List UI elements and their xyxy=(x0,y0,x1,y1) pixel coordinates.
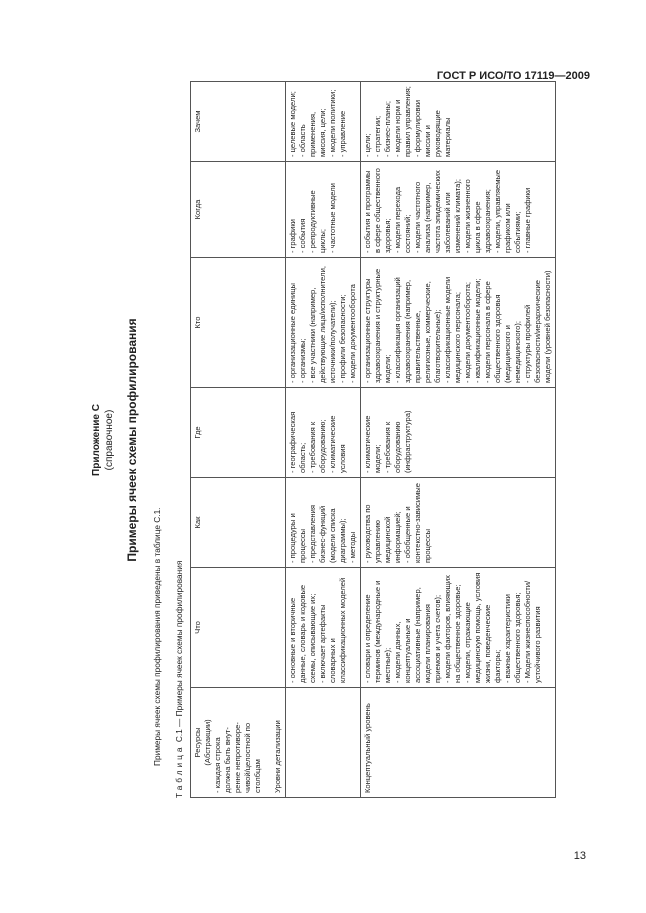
cell-item: - цели; xyxy=(363,133,372,157)
corner-line: чивой/целостной по xyxy=(243,722,252,793)
appendix-main-title: Примеры ячеек схемы профилирования xyxy=(125,318,139,562)
cell-item: - географическая область; xyxy=(288,411,307,473)
rotated-page-content xyxy=(86,60,556,820)
cell-item: - представления бизнес-функций (модели списка диаграммы); xyxy=(308,505,347,563)
cell-item: - организационные структуры здравоохранения и структурные модели; xyxy=(363,268,392,383)
header-who: Кто xyxy=(191,258,286,388)
cell-item: - модели частотного анализа (например, частота эпидемических заболеваний или изменений климата); xyxy=(413,170,462,253)
header-where: Где xyxy=(191,388,286,478)
table-header-row xyxy=(191,82,286,798)
cell-item: - организационные единицы xyxy=(288,282,297,383)
cell-what xyxy=(361,568,556,688)
cell-item: - важные характеристики общественного здоровья; xyxy=(503,592,522,683)
cell-item: - квалификационные модели; xyxy=(473,278,482,383)
row-label-empty xyxy=(286,688,361,798)
cell-who xyxy=(361,258,556,388)
corner-line: (Абстракции) xyxy=(203,719,212,766)
cell-item: - модели факторов, влияющих на общественное здоровье; xyxy=(443,575,462,683)
cell-item: - классификационные модели медицинского персонала; xyxy=(443,276,462,383)
corner-line: Ресурсы xyxy=(193,727,202,758)
cell-item: - модели данных, концептуальные и ассоциативные (например, модели планирования приемов и учета счетов); xyxy=(393,587,442,683)
cell-item: - бизнес-планы; xyxy=(383,101,392,157)
cell-item: - все участники (например, действующие лица/исполнители, источники/получатели); xyxy=(308,266,337,383)
cell-item: - модели, управляемые графиком или событиями; xyxy=(493,169,522,253)
cell-item: - управление xyxy=(338,110,347,157)
header-how: Как xyxy=(191,478,286,568)
header-what: Что xyxy=(191,568,286,688)
cell-item: - модели политики; xyxy=(328,89,337,157)
cell-item: - методы xyxy=(348,531,357,563)
cell-item: - модели перехода состояний; xyxy=(393,186,412,253)
cell-item: - события xyxy=(298,218,307,253)
cell-item: - модели персонала в сфере общественного здоровья (медицинского и немедицинского); xyxy=(483,281,522,383)
table-caption xyxy=(174,561,184,798)
cell-item: - классификация организаций здравоохранения (например, правительственные, религиозные, коммерческие, благотворительные); xyxy=(393,277,442,383)
cell-item: - климатические условия xyxy=(328,415,347,473)
corner-line: должна быть внут- xyxy=(223,727,232,793)
cell-item: - словари и определение терминов (международные и местные); xyxy=(363,580,392,683)
cell-item: - частотные модели xyxy=(328,183,337,253)
cell-how xyxy=(286,478,361,568)
cell-item: - события и программы в сфере общественного здоровья; xyxy=(363,168,392,253)
cell-item: - модели жизненного цикла в сфере здравоохранения; xyxy=(463,179,492,253)
cell-when xyxy=(286,162,361,258)
table-caption-text: С.1 — Примеры ячеек схемы профилирования xyxy=(174,560,184,743)
header-why: Зачем xyxy=(191,82,286,162)
row-label-conceptual: Концептуальный уровень xyxy=(361,688,556,798)
cell-item: - руководства по управлению медицинской информацией; xyxy=(363,504,402,563)
cell-item: - включает артефакты словарных и классификационных моделей xyxy=(318,577,347,683)
cell-where xyxy=(361,388,556,478)
cell-item: - стратегии; xyxy=(373,115,382,157)
appendix-title: Приложение С xyxy=(91,404,102,476)
cell-item: - требования к оборудованию (инфраструктура) xyxy=(383,410,412,473)
cell-item: - требования к оборудованию; xyxy=(308,419,327,473)
cell-item: - Модели жизнеспособности/устойчивого развития xyxy=(523,580,542,683)
cell-item: - обобщенные и контекстно-зависимые процессы xyxy=(403,483,432,563)
corner-cell xyxy=(191,688,286,798)
cell-item: - модели документооборота; xyxy=(463,282,472,383)
cell-item: - область применения, миссия, цели; xyxy=(298,108,327,157)
cell-what xyxy=(286,568,361,688)
cell-when xyxy=(361,162,556,258)
cell-item: - основные и вторичные данные, словарь и кодовые схемы, описывающие их; xyxy=(288,584,317,683)
corner-line: столбцам xyxy=(253,759,262,793)
cell-item: - модели документооборота xyxy=(348,284,357,383)
cell-who xyxy=(286,258,361,388)
cell-item: - главные графики xyxy=(523,187,532,253)
document-code: ГОСТ Р ИСО/ТО 17119—2009 xyxy=(436,70,590,82)
intro-paragraph: Примеры ячеек схемы профилирования приведены в таблице С.1. xyxy=(152,507,162,766)
page-number: 13 xyxy=(573,850,586,862)
cell-how xyxy=(361,478,556,568)
cell-why xyxy=(361,82,556,162)
cell-item: - целевые модели; xyxy=(288,91,297,157)
profiling-table xyxy=(190,81,556,798)
levels-label: Уровни детализации xyxy=(273,720,282,793)
table-row-conceptual xyxy=(361,82,556,798)
cell-item: - репродуктивные циклы; xyxy=(308,190,327,253)
corner-line: - каждая строка xyxy=(213,737,222,793)
cell-item: - модели норм и правил управления; xyxy=(393,86,412,157)
cell-item: - процедуры и процессы xyxy=(288,513,307,563)
cell-item: - структуры профилей безопасности/иерархические модели (уровней безопасности) xyxy=(523,270,552,383)
cell-item: - графики xyxy=(288,219,297,253)
header-when: Когда xyxy=(191,162,286,258)
cell-item: - формулировки миссии и руководящие материалы xyxy=(413,100,452,157)
cell-item: - модели, отражающие медицинскую помощь, условия жизни, поведенческие факторы; xyxy=(463,572,502,683)
cell-item: - профили безопасности; xyxy=(338,294,347,383)
appendix-subtitle: (справочное) xyxy=(104,409,115,471)
cell-item: - климатические модели; xyxy=(363,415,382,473)
cell-where xyxy=(286,388,361,478)
corner-line: ренне непротиворе- xyxy=(233,722,242,793)
cell-why xyxy=(286,82,361,162)
cell-item: - организмы; xyxy=(298,338,307,383)
table-row-general xyxy=(286,82,361,798)
table-caption-word: Таблица xyxy=(174,744,184,798)
